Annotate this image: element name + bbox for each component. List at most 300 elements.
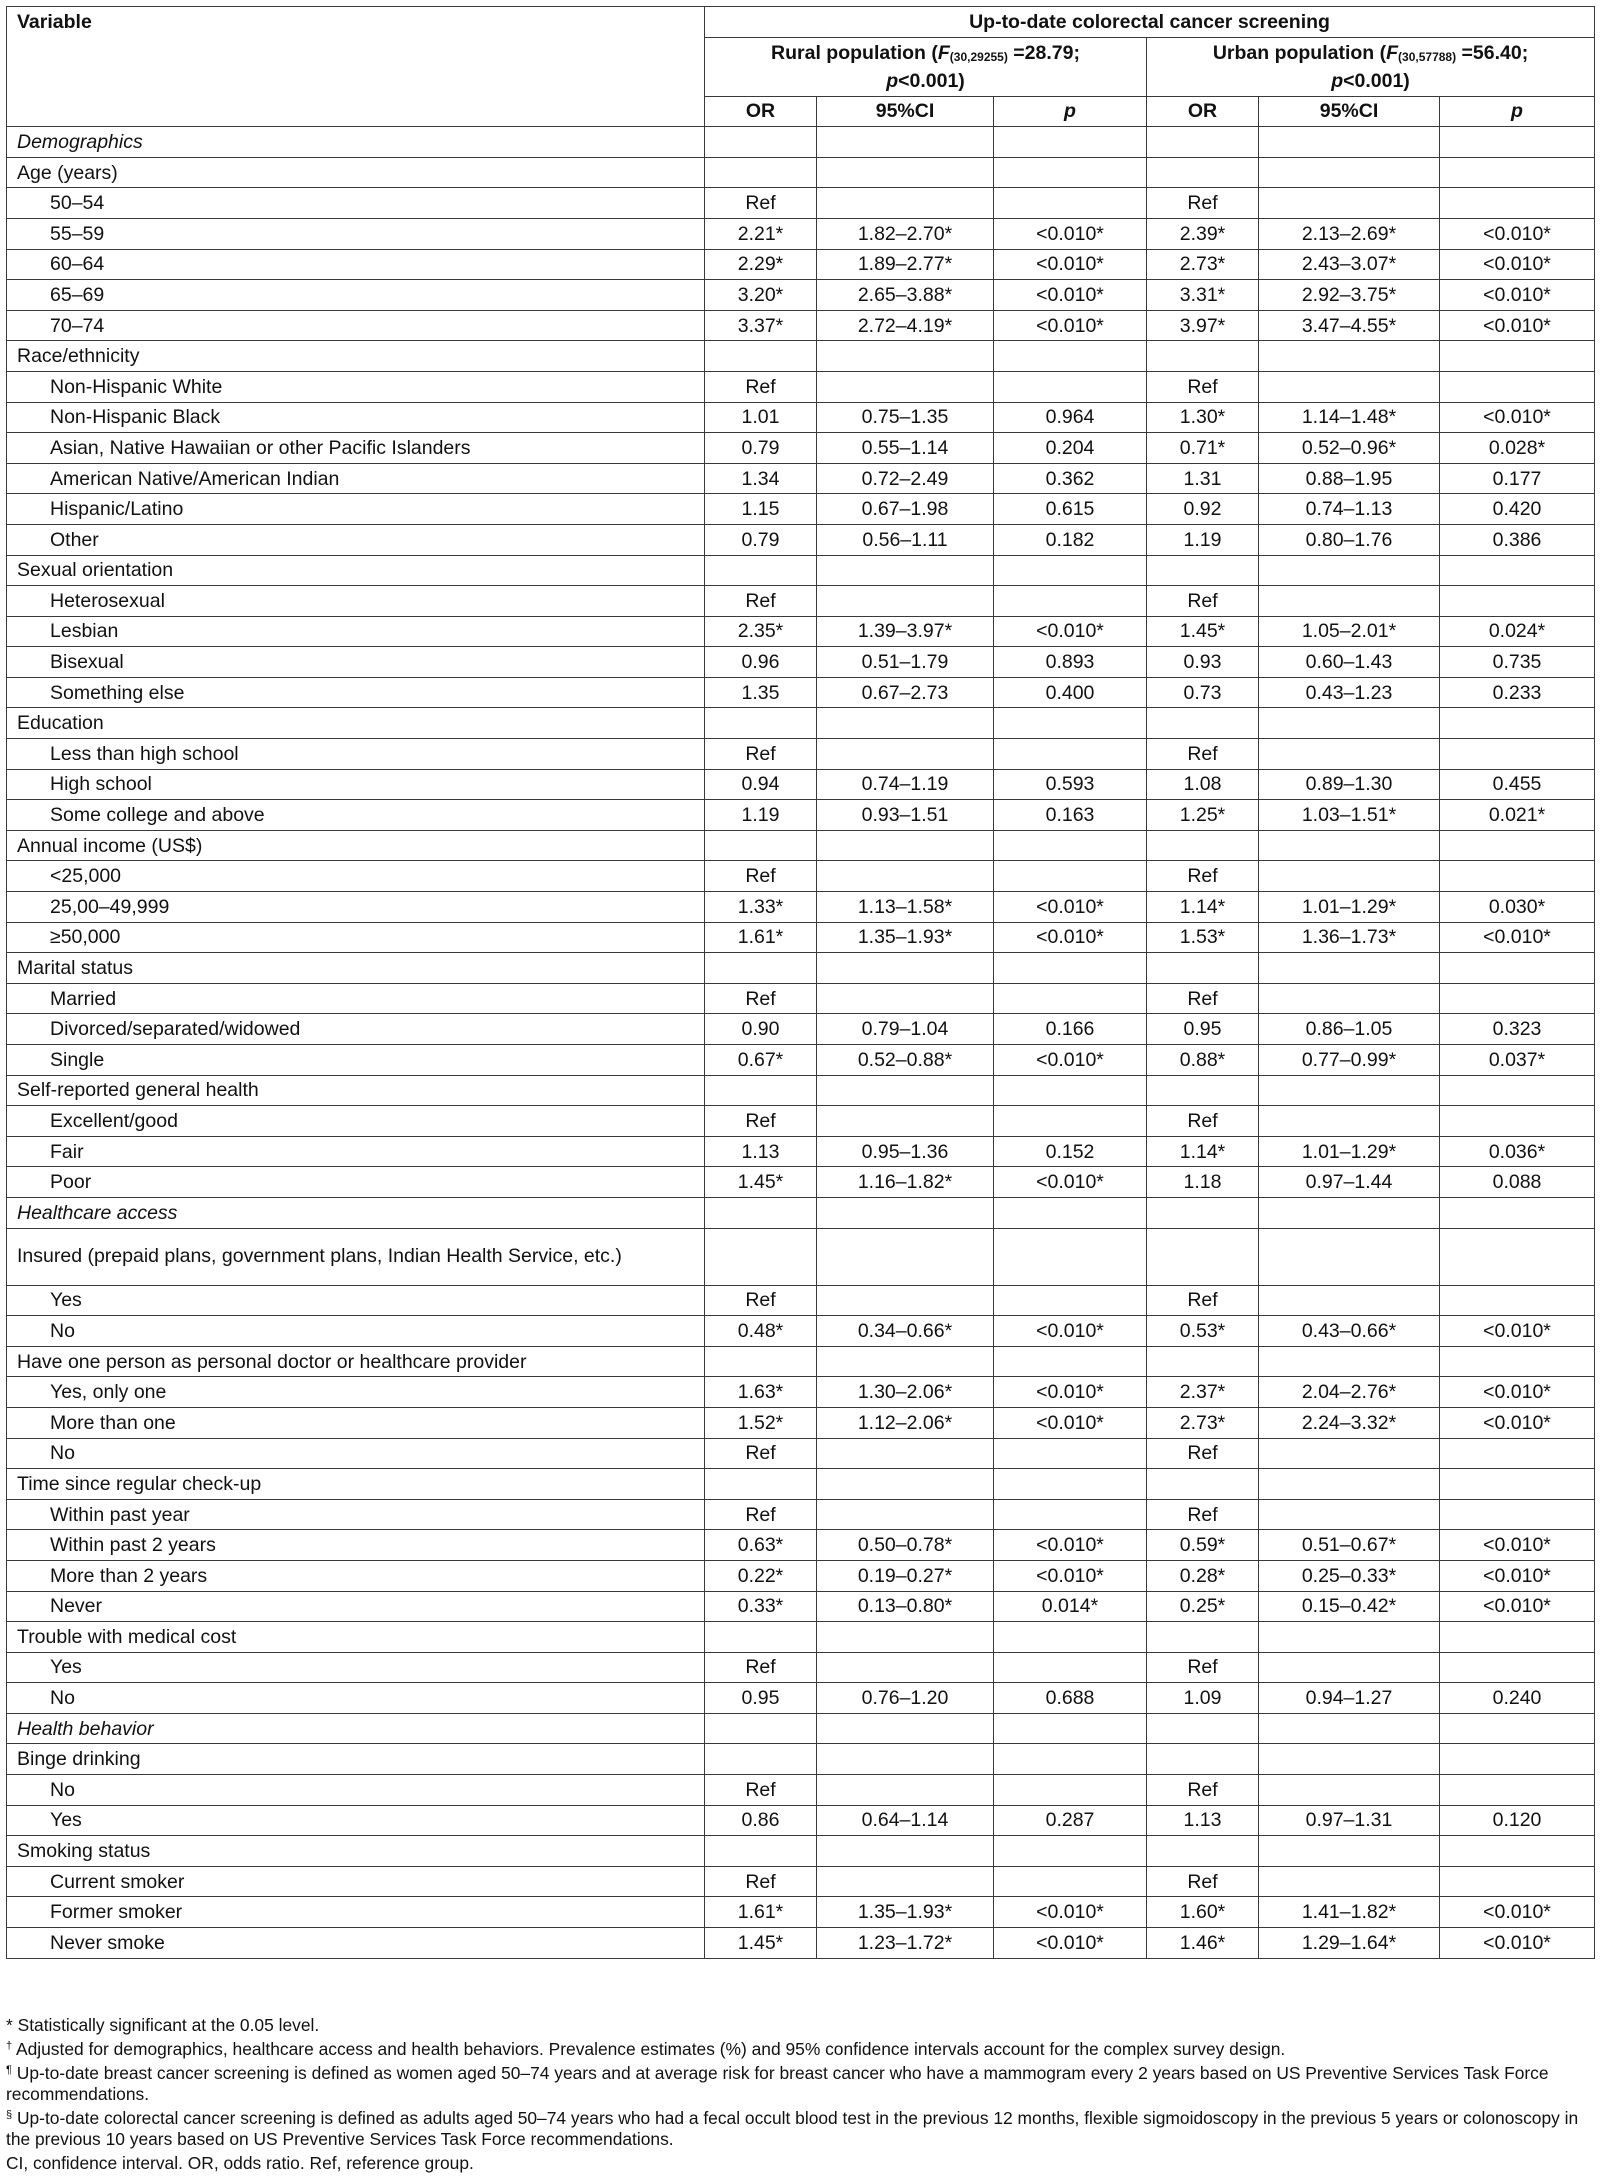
cell-rural-or: 1.34: [705, 463, 817, 494]
cell-rural-or: 0.79: [705, 433, 817, 464]
footnote-mark: §: [6, 2109, 13, 2121]
table-row: [7, 402, 1595, 433]
cell-rural-or: [705, 555, 817, 586]
cell-urban-or: [1147, 1713, 1259, 1744]
cell-rural-ci: [817, 1469, 994, 1500]
variable-label: Time since regular check-up: [7, 1469, 705, 1500]
cell-urban-or: 1.53*: [1147, 922, 1259, 953]
cell-urban-ci: 0.43–1.23: [1259, 677, 1440, 708]
cell-urban-p: [1440, 1713, 1595, 1744]
cell-urban-p: <0.010*: [1440, 402, 1595, 433]
f-value: =28.79;: [1007, 41, 1080, 64]
cell-urban-ci: 1.05–2.01*: [1259, 616, 1440, 647]
cell-rural-or: 0.86: [705, 1805, 817, 1836]
cell-rural-p: [994, 1622, 1147, 1653]
cell-rural-ci: [817, 861, 994, 892]
category-label: Never: [7, 1591, 705, 1622]
cell-rural-or: 0.96: [705, 647, 817, 678]
cell-urban-p: <0.010*: [1440, 922, 1595, 953]
cell-urban-ci: [1259, 1285, 1440, 1316]
category-label: Never smoke: [7, 1928, 705, 1959]
category-label: Other: [7, 524, 705, 555]
cell-rural-ci: [817, 1346, 994, 1377]
variable-label: Insured (prepaid plans, government plans, Indian Health Service, etc.): [7, 1228, 705, 1285]
cell-urban-or: Ref: [1147, 1866, 1259, 1897]
odds-ratio-table: [6, 6, 1595, 1959]
cell-urban-or: [1147, 708, 1259, 739]
table-row: [7, 1683, 1595, 1714]
cell-urban-or: 1.18: [1147, 1167, 1259, 1198]
cell-urban-or: 0.88*: [1147, 1045, 1259, 1076]
cell-rural-p: [994, 1285, 1147, 1316]
table-row: [7, 1075, 1595, 1106]
variable-label: Trouble with medical cost: [7, 1622, 705, 1653]
cell-rural-or: 1.52*: [705, 1407, 817, 1438]
cell-rural-ci: [817, 830, 994, 861]
table-row: [7, 1530, 1595, 1561]
col-header-rural-p: p: [994, 96, 1147, 127]
cell-urban-p: [1440, 1866, 1595, 1897]
table-row: [7, 1167, 1595, 1198]
cell-rural-p: [994, 188, 1147, 219]
cell-urban-or: 2.37*: [1147, 1377, 1259, 1408]
cell-urban-or: 1.08: [1147, 769, 1259, 800]
cell-rural-ci: 0.74–1.19: [817, 769, 994, 800]
f-value: =56.40;: [1456, 41, 1529, 64]
cell-rural-or: Ref: [705, 861, 817, 892]
table-row: [7, 769, 1595, 800]
category-label: ≥50,000: [7, 922, 705, 953]
cell-urban-p: 0.036*: [1440, 1136, 1595, 1167]
category-label: Divorced/separated/widowed: [7, 1014, 705, 1045]
cell-rural-p: [994, 1744, 1147, 1775]
cell-rural-or: [705, 1197, 817, 1228]
variable-header: Variable: [7, 7, 705, 127]
table-row: [7, 830, 1595, 861]
cell-rural-ci: 0.76–1.20: [817, 1683, 994, 1714]
cell-rural-ci: 0.93–1.51: [817, 800, 994, 831]
cell-rural-or: 1.45*: [705, 1167, 817, 1198]
table-row: [7, 647, 1595, 678]
cell-rural-p: 0.400: [994, 677, 1147, 708]
cell-urban-ci: [1259, 983, 1440, 1014]
cell-urban-or: 3.97*: [1147, 310, 1259, 341]
footnote-text: Up-to-date colorectal cancer screening is defined as adults aged 50–74 years who had a fecal occult blood test in the previous 12 months, flexible sigmoidoscopy in the previous 5 years or colonoscopy in the previous 10 years based on US Preventive Services Task Force recommendations.: [6, 2108, 1579, 2149]
cell-urban-ci: [1259, 1775, 1440, 1806]
p-value: <0.001): [898, 69, 965, 92]
cell-rural-ci: [817, 953, 994, 984]
cell-urban-ci: [1259, 861, 1440, 892]
cell-urban-p: <0.010*: [1440, 218, 1595, 249]
cell-rural-ci: [817, 1713, 994, 1744]
cell-urban-or: 1.31: [1147, 463, 1259, 494]
cell-rural-ci: 0.50–0.78*: [817, 1530, 994, 1561]
table-row: [7, 983, 1595, 1014]
cell-rural-p: <0.010*: [994, 1928, 1147, 1959]
cell-rural-ci: [817, 1438, 994, 1469]
table-row: [7, 1197, 1595, 1228]
col-header-urban-or: OR: [1147, 96, 1259, 127]
table-row: [7, 218, 1595, 249]
cell-urban-or: Ref: [1147, 1285, 1259, 1316]
cell-urban-ci: [1259, 1075, 1440, 1106]
cell-urban-ci: 0.86–1.05: [1259, 1014, 1440, 1045]
category-label: Asian, Native Hawaiian or other Pacific Islanders: [7, 433, 705, 464]
footnote-text: * Statistically significant at the 0.05 level.: [6, 2015, 320, 2035]
table-row: [7, 1775, 1595, 1806]
table-row: [7, 310, 1595, 341]
cell-urban-p: <0.010*: [1440, 1407, 1595, 1438]
cell-rural-p: [994, 953, 1147, 984]
cell-rural-ci: 1.35–1.93*: [817, 1897, 994, 1928]
cell-urban-or: [1147, 1744, 1259, 1775]
cell-urban-or: 0.73: [1147, 677, 1259, 708]
cell-rural-p: [994, 739, 1147, 770]
table-row: [7, 1499, 1595, 1530]
cell-rural-ci: 1.30–2.06*: [817, 1377, 994, 1408]
cell-rural-or: 1.33*: [705, 892, 817, 923]
cell-rural-or: [705, 127, 817, 158]
category-label: Excellent/good: [7, 1106, 705, 1137]
table-row: [7, 1928, 1595, 1959]
cell-rural-ci: [817, 708, 994, 739]
cell-urban-or: [1147, 341, 1259, 372]
cell-rural-p: <0.010*: [994, 1377, 1147, 1408]
cell-rural-or: 3.37*: [705, 310, 817, 341]
cell-rural-or: [705, 157, 817, 188]
category-label: Yes: [7, 1805, 705, 1836]
cell-urban-or: [1147, 1836, 1259, 1867]
category-label: Lesbian: [7, 616, 705, 647]
cell-rural-p: <0.010*: [994, 310, 1147, 341]
outcome-title: Up-to-date colorectal cancer screening: [705, 7, 1595, 38]
cell-rural-ci: 0.55–1.14: [817, 433, 994, 464]
category-label: Hispanic/Latino: [7, 494, 705, 525]
cell-rural-p: <0.010*: [994, 1560, 1147, 1591]
cell-urban-p: [1440, 1075, 1595, 1106]
cell-urban-or: [1147, 555, 1259, 586]
cell-rural-or: [705, 1346, 817, 1377]
cell-rural-ci: [817, 1836, 994, 1867]
p-symbol: p: [1331, 69, 1344, 92]
cell-urban-or: [1147, 1075, 1259, 1106]
cell-urban-or: [1147, 127, 1259, 158]
cell-urban-or: Ref: [1147, 1652, 1259, 1683]
f-degrees: (30,29255): [949, 49, 1008, 64]
cell-urban-or: [1147, 1622, 1259, 1653]
cell-urban-or: Ref: [1147, 1106, 1259, 1137]
cell-urban-ci: 1.01–1.29*: [1259, 1136, 1440, 1167]
table-row: [7, 861, 1595, 892]
cell-urban-ci: [1259, 1469, 1440, 1500]
cell-urban-p: [1440, 1346, 1595, 1377]
cell-urban-or: 2.39*: [1147, 218, 1259, 249]
cell-rural-or: [705, 1836, 817, 1867]
cell-rural-or: 0.22*: [705, 1560, 817, 1591]
cell-rural-or: 2.35*: [705, 616, 817, 647]
table-row: [7, 953, 1595, 984]
table-row: [7, 1560, 1595, 1591]
category-label: Heterosexual: [7, 586, 705, 617]
cell-rural-p: 0.362: [994, 463, 1147, 494]
cell-urban-or: [1147, 830, 1259, 861]
cell-rural-or: 0.95: [705, 1683, 817, 1714]
cell-rural-or: 1.19: [705, 800, 817, 831]
cell-rural-p: [994, 371, 1147, 402]
cell-rural-ci: [817, 188, 994, 219]
cell-urban-or: 0.59*: [1147, 1530, 1259, 1561]
cell-rural-p: [994, 830, 1147, 861]
category-label: Yes: [7, 1652, 705, 1683]
cell-rural-or: [705, 341, 817, 372]
footnote: [6, 2012, 1594, 2036]
footnote-text: Adjusted for demographics, healthcare access and health behaviors. Prevalence estimates (%) and 95% confidence intervals account for the complex survey design.: [12, 2039, 1286, 2059]
cell-urban-or: Ref: [1147, 1775, 1259, 1806]
cell-rural-ci: 1.35–1.93*: [817, 922, 994, 953]
table-row: [7, 524, 1595, 555]
cell-rural-ci: [817, 1499, 994, 1530]
table-row: [7, 1897, 1595, 1928]
cell-rural-p: [994, 1197, 1147, 1228]
cell-rural-p: [994, 157, 1147, 188]
cell-urban-ci: [1259, 555, 1440, 586]
cell-urban-ci: 0.97–1.44: [1259, 1167, 1440, 1198]
cell-rural-ci: [817, 1285, 994, 1316]
col-header-urban-ci: 95%CI: [1259, 96, 1440, 127]
table-row: [7, 1744, 1595, 1775]
cell-rural-p: <0.010*: [994, 1045, 1147, 1076]
cell-rural-p: [994, 861, 1147, 892]
cell-rural-or: [705, 1622, 817, 1653]
cell-urban-or: 3.31*: [1147, 280, 1259, 311]
cell-urban-p: [1440, 341, 1595, 372]
table-row: [7, 892, 1595, 923]
cell-rural-p: 0.287: [994, 1805, 1147, 1836]
cell-urban-or: 2.73*: [1147, 249, 1259, 280]
table-row: [7, 1713, 1595, 1744]
cell-urban-or: 0.92: [1147, 494, 1259, 525]
cell-urban-or: [1147, 1228, 1259, 1285]
cell-urban-p: <0.010*: [1440, 1560, 1595, 1591]
footnote-text: Up-to-date breast cancer screening is defined as women aged 50–74 years and at average risk for breast cancer who have a mammogram every 2 years based on US Preventive Services Task Force recommendations.: [6, 2063, 1549, 2104]
cell-urban-or: 0.28*: [1147, 1560, 1259, 1591]
cell-rural-p: 0.166: [994, 1014, 1147, 1045]
cell-rural-or: 0.63*: [705, 1530, 817, 1561]
cell-urban-ci: 0.88–1.95: [1259, 463, 1440, 494]
variable-label: Marital status: [7, 953, 705, 984]
cell-rural-ci: 1.13–1.58*: [817, 892, 994, 923]
cell-rural-p: 0.152: [994, 1136, 1147, 1167]
cell-urban-p: [1440, 1438, 1595, 1469]
category-label: American Native/American Indian: [7, 463, 705, 494]
cell-urban-p: [1440, 708, 1595, 739]
cell-urban-ci: 0.25–0.33*: [1259, 1560, 1440, 1591]
table-row: [7, 1136, 1595, 1167]
cell-urban-ci: 0.52–0.96*: [1259, 433, 1440, 464]
variable-label: Sexual orientation: [7, 555, 705, 586]
cell-rural-ci: [817, 1228, 994, 1285]
table-row: [7, 1866, 1595, 1897]
category-label: Something else: [7, 677, 705, 708]
rural-population-header: [705, 37, 1147, 96]
category-label: More than one: [7, 1407, 705, 1438]
cell-rural-p: <0.010*: [994, 892, 1147, 923]
cell-urban-p: <0.010*: [1440, 1377, 1595, 1408]
cell-urban-p: [1440, 830, 1595, 861]
cell-urban-or: Ref: [1147, 983, 1259, 1014]
footnote-mark: ¶: [6, 2064, 12, 2076]
category-label: 65–69: [7, 280, 705, 311]
urban-population-header: [1147, 37, 1595, 96]
cell-rural-p: [994, 1866, 1147, 1897]
cell-urban-p: <0.010*: [1440, 1897, 1595, 1928]
cell-urban-p: 0.323: [1440, 1014, 1595, 1045]
cell-urban-or: Ref: [1147, 188, 1259, 219]
cell-urban-p: [1440, 1197, 1595, 1228]
cell-rural-ci: 0.64–1.14: [817, 1805, 994, 1836]
table-row: [7, 1836, 1595, 1867]
cell-rural-p: [994, 1652, 1147, 1683]
footnote-text: CI, confidence interval. OR, odds ratio. Ref, reference group.: [6, 2153, 474, 2173]
cell-rural-ci: [817, 555, 994, 586]
cell-urban-p: 0.455: [1440, 769, 1595, 800]
cell-rural-p: 0.204: [994, 433, 1147, 464]
cell-rural-ci: [817, 341, 994, 372]
cell-urban-ci: [1259, 188, 1440, 219]
cell-rural-p: <0.010*: [994, 249, 1147, 280]
table-row: [7, 1285, 1595, 1316]
cell-rural-or: Ref: [705, 371, 817, 402]
cell-urban-p: [1440, 1744, 1595, 1775]
cell-urban-or: 2.73*: [1147, 1407, 1259, 1438]
cell-rural-ci: 0.13–0.80*: [817, 1591, 994, 1622]
table-row: [7, 555, 1595, 586]
section-label: Healthcare access: [7, 1197, 705, 1228]
cell-urban-p: 0.030*: [1440, 892, 1595, 923]
cell-rural-or: 1.15: [705, 494, 817, 525]
table-row: [7, 127, 1595, 158]
cell-urban-ci: [1259, 739, 1440, 770]
category-label: Within past year: [7, 1499, 705, 1530]
cell-urban-p: [1440, 1836, 1595, 1867]
cell-urban-or: Ref: [1147, 586, 1259, 617]
table-row: [7, 677, 1595, 708]
cell-urban-p: [1440, 1622, 1595, 1653]
category-label: No: [7, 1775, 705, 1806]
table-row: [7, 1622, 1595, 1653]
cell-urban-or: 1.13: [1147, 1805, 1259, 1836]
table-row: [7, 1805, 1595, 1836]
cell-rural-p: [994, 1499, 1147, 1530]
cell-rural-or: Ref: [705, 1106, 817, 1137]
cell-rural-ci: [817, 1866, 994, 1897]
cell-rural-or: Ref: [705, 1652, 817, 1683]
cell-urban-ci: [1259, 586, 1440, 617]
cell-urban-p: 0.037*: [1440, 1045, 1595, 1076]
cell-urban-ci: 0.43–0.66*: [1259, 1316, 1440, 1347]
cell-rural-or: 0.67*: [705, 1045, 817, 1076]
cell-urban-p: 0.240: [1440, 1683, 1595, 1714]
cell-rural-ci: 0.67–1.98: [817, 494, 994, 525]
cell-rural-p: [994, 1106, 1147, 1137]
cell-urban-ci: [1259, 953, 1440, 984]
cell-rural-ci: 1.39–3.97*: [817, 616, 994, 647]
cell-rural-ci: [817, 1744, 994, 1775]
table-body: [7, 127, 1595, 1958]
cell-rural-or: [705, 1075, 817, 1106]
cell-urban-ci: [1259, 1622, 1440, 1653]
cell-urban-p: 0.735: [1440, 647, 1595, 678]
footnote: [6, 2036, 1594, 2060]
table-row: [7, 739, 1595, 770]
cell-urban-or: 1.14*: [1147, 1136, 1259, 1167]
cell-urban-or: 0.53*: [1147, 1316, 1259, 1347]
table-row: [7, 1014, 1595, 1045]
cell-rural-p: 0.688: [994, 1683, 1147, 1714]
cell-rural-ci: 0.67–2.73: [817, 677, 994, 708]
variable-label: Age (years): [7, 157, 705, 188]
cell-rural-p: [994, 1469, 1147, 1500]
cell-rural-ci: 1.82–2.70*: [817, 218, 994, 249]
cell-rural-p: 0.014*: [994, 1591, 1147, 1622]
cell-rural-or: Ref: [705, 739, 817, 770]
cell-urban-p: [1440, 157, 1595, 188]
cell-rural-ci: [817, 586, 994, 617]
cell-rural-p: 0.182: [994, 524, 1147, 555]
cell-urban-ci: 2.04–2.76*: [1259, 1377, 1440, 1408]
table-row: [7, 1228, 1595, 1285]
cell-rural-or: 1.63*: [705, 1377, 817, 1408]
cell-urban-ci: [1259, 1836, 1440, 1867]
cell-urban-p: [1440, 371, 1595, 402]
variable-label: Education: [7, 708, 705, 739]
cell-rural-p: <0.010*: [994, 1530, 1147, 1561]
table-row: [7, 1106, 1595, 1137]
category-label: Current smoker: [7, 1866, 705, 1897]
variable-label: Self-reported general health: [7, 1075, 705, 1106]
cell-rural-or: Ref: [705, 1285, 817, 1316]
cell-rural-p: <0.010*: [994, 922, 1147, 953]
category-label: No: [7, 1683, 705, 1714]
cell-urban-p: <0.010*: [1440, 1928, 1595, 1959]
cell-rural-ci: 0.72–2.49: [817, 463, 994, 494]
category-label: 50–54: [7, 188, 705, 219]
cell-urban-p: [1440, 953, 1595, 984]
table-row: [7, 463, 1595, 494]
cell-urban-p: 0.028*: [1440, 433, 1595, 464]
cell-rural-p: [994, 341, 1147, 372]
category-label: More than 2 years: [7, 1560, 705, 1591]
cell-urban-or: 1.30*: [1147, 402, 1259, 433]
category-label: High school: [7, 769, 705, 800]
cell-urban-or: 0.25*: [1147, 1591, 1259, 1622]
cell-urban-p: 0.120: [1440, 1805, 1595, 1836]
cell-urban-or: [1147, 157, 1259, 188]
cell-urban-or: [1147, 1346, 1259, 1377]
cell-urban-or: Ref: [1147, 739, 1259, 770]
p-value: <0.001): [1343, 69, 1410, 92]
variable-label: Annual income (US$): [7, 830, 705, 861]
table-row: [7, 586, 1595, 617]
table-row: [7, 1316, 1595, 1347]
category-label: Fair: [7, 1136, 705, 1167]
cell-urban-p: [1440, 739, 1595, 770]
cell-urban-p: [1440, 1285, 1595, 1316]
table-row: [7, 1377, 1595, 1408]
cell-urban-p: 0.024*: [1440, 616, 1595, 647]
cell-rural-ci: 0.51–1.79: [817, 647, 994, 678]
cell-urban-or: 1.09: [1147, 1683, 1259, 1714]
